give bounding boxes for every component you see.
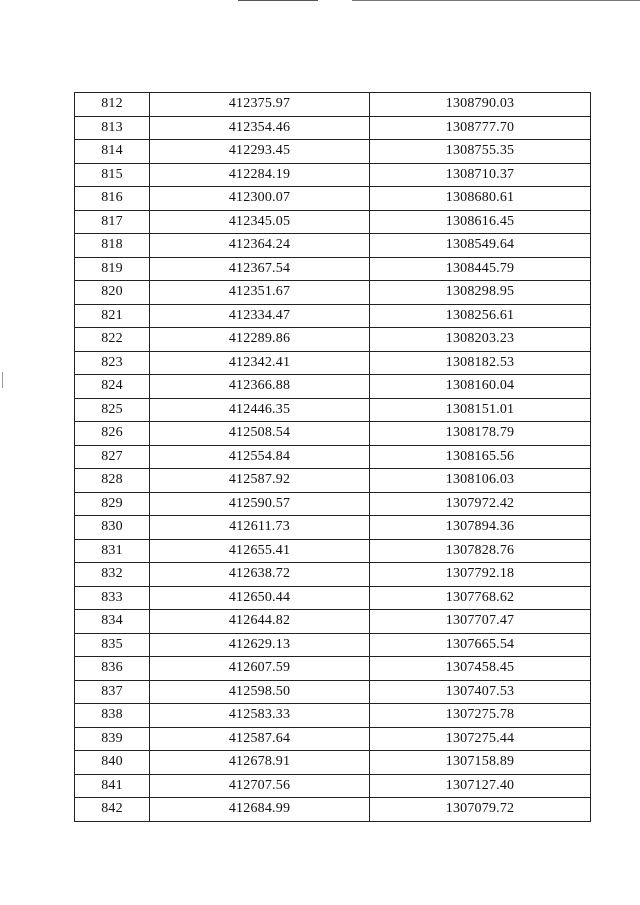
y-coordinate-cell: 1308445.79 xyxy=(370,257,591,281)
y-coordinate-cell: 1307407.53 xyxy=(370,680,591,704)
x-coordinate-cell: 412289.86 xyxy=(150,328,370,352)
y-coordinate-cell: 1308178.79 xyxy=(370,422,591,446)
x-coordinate-cell: 412684.99 xyxy=(150,798,370,822)
point-number-cell: 819 xyxy=(75,257,150,281)
table-row xyxy=(75,445,591,469)
x-coordinate-cell: 412590.57 xyxy=(150,492,370,516)
table-row xyxy=(75,351,591,375)
coordinate-table-body xyxy=(75,93,591,822)
table-row xyxy=(75,398,591,422)
x-coordinate-cell: 412342.41 xyxy=(150,351,370,375)
y-coordinate-cell: 1307894.36 xyxy=(370,516,591,540)
y-coordinate-cell: 1307275.78 xyxy=(370,704,591,728)
point-number-cell: 839 xyxy=(75,727,150,751)
point-number-cell: 815 xyxy=(75,163,150,187)
table-row xyxy=(75,657,591,681)
table-row xyxy=(75,704,591,728)
y-coordinate-cell: 1308777.70 xyxy=(370,116,591,140)
point-number-cell: 838 xyxy=(75,704,150,728)
table-row xyxy=(75,680,591,704)
point-number-cell: 841 xyxy=(75,774,150,798)
point-number-cell: 834 xyxy=(75,610,150,634)
x-coordinate-cell: 412587.64 xyxy=(150,727,370,751)
point-number-cell: 832 xyxy=(75,563,150,587)
x-coordinate-cell: 412629.13 xyxy=(150,633,370,657)
table-row xyxy=(75,210,591,234)
point-number-cell: 814 xyxy=(75,140,150,164)
x-coordinate-cell: 412678.91 xyxy=(150,751,370,775)
point-number-cell: 829 xyxy=(75,492,150,516)
y-coordinate-cell: 1307707.47 xyxy=(370,610,591,634)
y-coordinate-cell: 1308165.56 xyxy=(370,445,591,469)
y-coordinate-cell: 1307972.42 xyxy=(370,492,591,516)
table-row xyxy=(75,328,591,352)
table-row xyxy=(75,727,591,751)
point-number-cell: 825 xyxy=(75,398,150,422)
table-row xyxy=(75,140,591,164)
y-coordinate-cell: 1307458.45 xyxy=(370,657,591,681)
x-coordinate-cell: 412650.44 xyxy=(150,586,370,610)
table-row xyxy=(75,633,591,657)
point-number-cell: 813 xyxy=(75,116,150,140)
table-row xyxy=(75,234,591,258)
y-coordinate-cell: 1308106.03 xyxy=(370,469,591,493)
y-coordinate-cell: 1308616.45 xyxy=(370,210,591,234)
y-coordinate-cell: 1307768.62 xyxy=(370,586,591,610)
table-row xyxy=(75,539,591,563)
point-number-cell: 836 xyxy=(75,657,150,681)
x-coordinate-cell: 412554.84 xyxy=(150,445,370,469)
point-number-cell: 826 xyxy=(75,422,150,446)
point-number-cell: 823 xyxy=(75,351,150,375)
y-coordinate-cell: 1307665.54 xyxy=(370,633,591,657)
x-coordinate-cell: 412293.45 xyxy=(150,140,370,164)
point-number-cell: 824 xyxy=(75,375,150,399)
table-row xyxy=(75,375,591,399)
point-number-cell: 822 xyxy=(75,328,150,352)
x-coordinate-cell: 412508.54 xyxy=(150,422,370,446)
y-coordinate-cell: 1308549.64 xyxy=(370,234,591,258)
x-coordinate-cell: 412611.73 xyxy=(150,516,370,540)
x-coordinate-cell: 412598.50 xyxy=(150,680,370,704)
x-coordinate-cell: 412351.67 xyxy=(150,281,370,305)
x-coordinate-cell: 412300.07 xyxy=(150,187,370,211)
x-coordinate-cell: 412583.33 xyxy=(150,704,370,728)
point-number-cell: 821 xyxy=(75,304,150,328)
point-number-cell: 828 xyxy=(75,469,150,493)
table-row xyxy=(75,798,591,822)
scan-edge-mark xyxy=(238,0,318,1)
x-coordinate-cell: 412587.92 xyxy=(150,469,370,493)
table-row xyxy=(75,516,591,540)
y-coordinate-cell: 1308151.01 xyxy=(370,398,591,422)
table-row xyxy=(75,774,591,798)
point-number-cell: 812 xyxy=(75,93,150,117)
x-coordinate-cell: 412644.82 xyxy=(150,610,370,634)
x-coordinate-cell: 412354.46 xyxy=(150,116,370,140)
scan-edge-mark xyxy=(352,0,640,1)
table-row xyxy=(75,586,591,610)
table-row xyxy=(75,163,591,187)
x-coordinate-cell: 412707.56 xyxy=(150,774,370,798)
table-row xyxy=(75,751,591,775)
table-row xyxy=(75,610,591,634)
table-row xyxy=(75,187,591,211)
x-coordinate-cell: 412655.41 xyxy=(150,539,370,563)
y-coordinate-cell: 1307079.72 xyxy=(370,798,591,822)
scan-edge-mark xyxy=(2,372,3,388)
y-coordinate-cell: 1307158.89 xyxy=(370,751,591,775)
point-number-cell: 827 xyxy=(75,445,150,469)
x-coordinate-cell: 412367.54 xyxy=(150,257,370,281)
x-coordinate-cell: 412375.97 xyxy=(150,93,370,117)
point-number-cell: 816 xyxy=(75,187,150,211)
x-coordinate-cell: 412638.72 xyxy=(150,563,370,587)
point-number-cell: 831 xyxy=(75,539,150,563)
x-coordinate-cell: 412334.47 xyxy=(150,304,370,328)
x-coordinate-cell: 412284.19 xyxy=(150,163,370,187)
x-coordinate-cell: 412345.05 xyxy=(150,210,370,234)
point-number-cell: 840 xyxy=(75,751,150,775)
point-number-cell: 817 xyxy=(75,210,150,234)
table-row xyxy=(75,492,591,516)
point-number-cell: 820 xyxy=(75,281,150,305)
table-row xyxy=(75,93,591,117)
table-row xyxy=(75,563,591,587)
table-row xyxy=(75,469,591,493)
x-coordinate-cell: 412446.35 xyxy=(150,398,370,422)
x-coordinate-cell: 412366.88 xyxy=(150,375,370,399)
point-number-cell: 835 xyxy=(75,633,150,657)
table-row xyxy=(75,116,591,140)
y-coordinate-cell: 1308298.95 xyxy=(370,281,591,305)
x-coordinate-cell: 412364.24 xyxy=(150,234,370,258)
table-row xyxy=(75,281,591,305)
point-number-cell: 842 xyxy=(75,798,150,822)
y-coordinate-cell: 1307828.76 xyxy=(370,539,591,563)
y-coordinate-cell: 1308160.04 xyxy=(370,375,591,399)
y-coordinate-cell: 1307127.40 xyxy=(370,774,591,798)
y-coordinate-cell: 1308680.61 xyxy=(370,187,591,211)
y-coordinate-cell: 1307275.44 xyxy=(370,727,591,751)
coordinate-table xyxy=(74,92,591,822)
point-number-cell: 830 xyxy=(75,516,150,540)
y-coordinate-cell: 1308755.35 xyxy=(370,140,591,164)
y-coordinate-cell: 1308710.37 xyxy=(370,163,591,187)
table-row xyxy=(75,257,591,281)
table-row xyxy=(75,304,591,328)
y-coordinate-cell: 1307792.18 xyxy=(370,563,591,587)
y-coordinate-cell: 1308203.23 xyxy=(370,328,591,352)
point-number-cell: 833 xyxy=(75,586,150,610)
x-coordinate-cell: 412607.59 xyxy=(150,657,370,681)
point-number-cell: 818 xyxy=(75,234,150,258)
y-coordinate-cell: 1308182.53 xyxy=(370,351,591,375)
y-coordinate-cell: 1308790.03 xyxy=(370,93,591,117)
table-row xyxy=(75,422,591,446)
y-coordinate-cell: 1308256.61 xyxy=(370,304,591,328)
point-number-cell: 837 xyxy=(75,680,150,704)
